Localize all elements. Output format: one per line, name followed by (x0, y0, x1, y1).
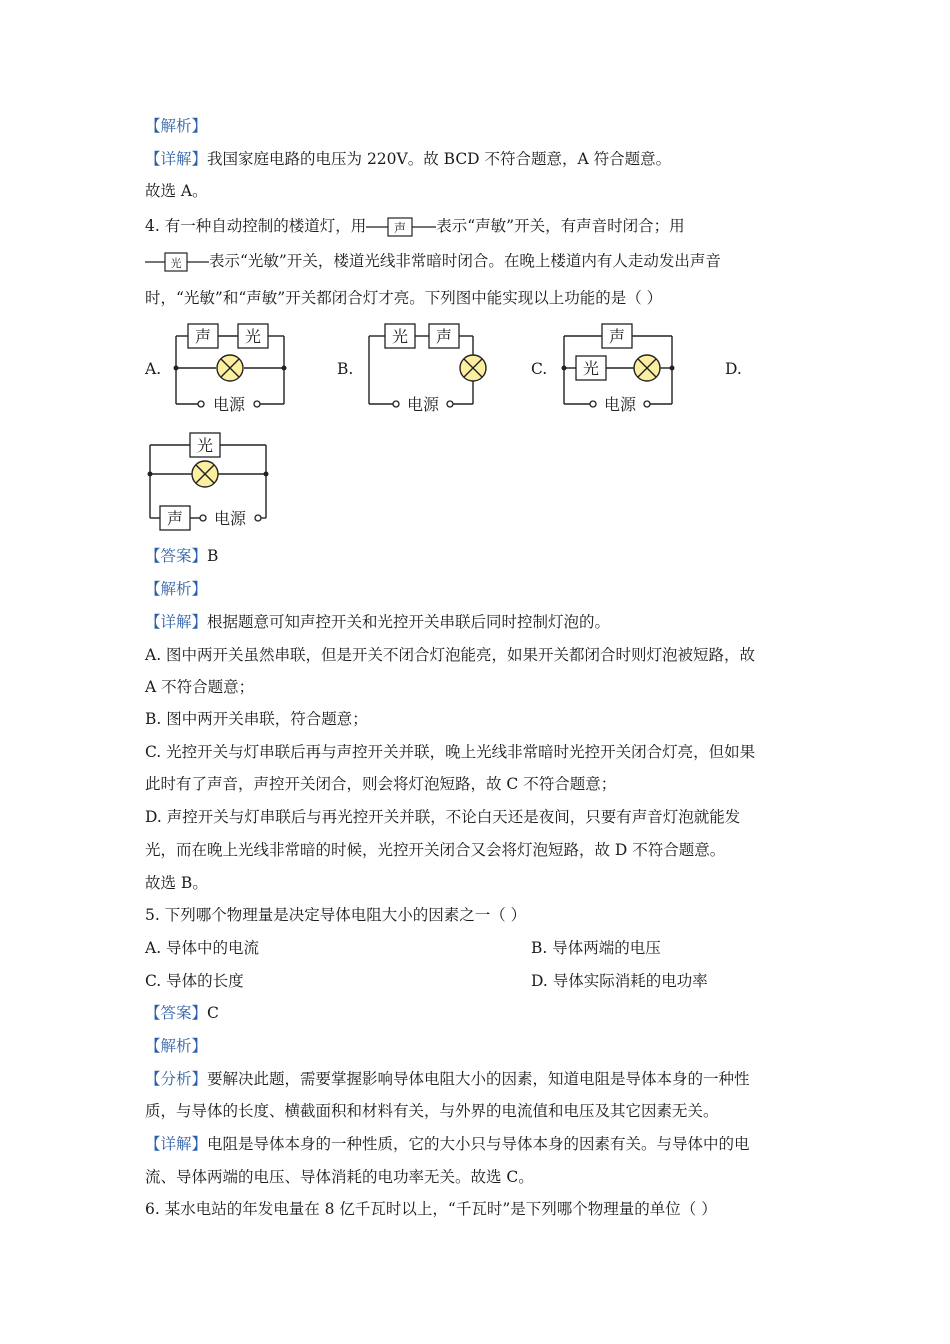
light-symbol-text: 光 (170, 257, 182, 270)
sound-switch-box (602, 324, 632, 348)
analysis-line2: 质，与导体的长度、横截面积和材料有关，与外界的电流值和电压及其它因素无关。 (145, 1102, 719, 1120)
q4-answer (145, 545, 218, 567)
sound-switch-box (160, 506, 190, 530)
q4-option-d-label: D. (725, 360, 742, 378)
q5-option-b: B. 导体两端的电压 (531, 939, 661, 957)
q4-stem-line1 (145, 215, 685, 238)
lamp-icon (634, 355, 660, 381)
q6-stem: 6. 某水电站的年发电量在 8 亿千瓦时以上，“千瓦时”是下列哪个物理量的单位（ ） (145, 1200, 717, 1218)
explain-d-line1: D. 声控开关与灯串联后与再光控开关并联，不论白天还是夜间，只要有声音灯泡就能发 (145, 808, 741, 826)
detail-line (145, 148, 671, 170)
analysis-line1 (145, 1068, 750, 1090)
svg-text:光: 光 (244, 327, 262, 346)
terminal-icon (447, 401, 453, 407)
answer-value: B (207, 547, 219, 565)
light-switch-box (385, 324, 415, 348)
junction-dot (264, 472, 269, 477)
conclusion: 故选 B。 (145, 874, 208, 892)
circuit-diagram-a (160, 318, 300, 418)
circuit-diagram-d (140, 428, 280, 538)
junction-dot (282, 366, 287, 371)
q4-stem-part1: 4. 有一种自动控制的楼道灯，用 (145, 217, 367, 235)
q4-stem-part3: 表示“光敏”开关，楼道光线非常暗时闭合。在晚上楼道内有人走动发出声音 (209, 252, 721, 270)
sound-switch-box (429, 324, 459, 348)
junction-dot (174, 366, 179, 371)
explain-a-line1: A. 图中两开关虽然串联，但是开关不闭合灯泡能亮，如果开关都闭合时则灯泡被短路，故 (145, 646, 756, 664)
power-source-label: 电源 (212, 395, 246, 414)
q5-option-a: A. 导体中的电流 (145, 939, 260, 957)
light-switch-box (576, 356, 606, 380)
analysis-label: 【解析】 (145, 117, 208, 135)
answer-tag: 【答案】 (145, 1004, 208, 1022)
svg-text:光: 光 (582, 359, 600, 378)
junction-dot (562, 366, 567, 371)
q4-option-c-label: C. (531, 360, 548, 378)
lamp-icon (192, 461, 218, 487)
svg-text:声: 声 (194, 327, 212, 346)
light-switch-symbol (145, 251, 209, 273)
svg-text:声: 声 (166, 509, 184, 528)
detail-text: 电阻是导体本身的一种性质，它的大小只与导体本身的因素有关。与导体中的电 (207, 1135, 750, 1153)
q5-option-c: C. 导体的长度 (145, 972, 244, 990)
power-source-label: 电源 (213, 509, 247, 528)
explain-b-line1: B. 图中两开关串联，符合题意； (145, 710, 368, 728)
svg-text:光: 光 (391, 327, 409, 346)
detail-line2: 流、导体两端的电压、导体消耗的电功率无关。故选 C。 (145, 1168, 534, 1186)
explain-d-line2: 光，而在晚上光线非常暗的时候，光控开关闭合又会将灯泡短路，故 D 不符合题意。 (145, 841, 726, 859)
q4-option-a-label: A. (145, 360, 162, 378)
q4-stem-line2 (145, 250, 721, 273)
lamp-icon (217, 355, 243, 381)
q4-option-b-label: B. (337, 360, 354, 378)
circuit-diagram-b (355, 318, 495, 418)
sound-symbol-text: 声 (394, 221, 407, 235)
analysis-text: 要解决此题，需要掌握影响导体电阻大小的因素，知道电阻是导体本身的一种性 (207, 1070, 750, 1088)
power-source-label: 电源 (603, 395, 637, 414)
q5-answer (145, 1002, 219, 1024)
q4-stem-line3: 时，“光敏”和“声敏”开关都闭合灯才亮。下列图中能实现以上功能的是（ ） (145, 289, 663, 307)
power-source-label: 电源 (406, 395, 440, 414)
light-switch-box (190, 433, 220, 457)
light-switch-box (238, 324, 268, 348)
junction-dot (148, 472, 153, 477)
q5-option-d: D. 导体实际消耗的电功率 (531, 972, 708, 990)
terminal-icon (393, 401, 399, 407)
explain-a-line2: A 不符合题意； (145, 678, 255, 696)
terminal-icon (198, 401, 204, 407)
explain-c-line1: C. 光控开关与灯串联后再与声控开关并联，晚上光线非常暗时光控开关闭合灯亮，但如果 (145, 743, 756, 761)
terminal-icon (200, 515, 206, 521)
svg-text:声: 声 (608, 327, 626, 346)
analysis-tag: 【分析】 (145, 1070, 208, 1088)
analysis-label: 【解析】 (145, 580, 208, 598)
sound-switch-symbol (366, 216, 436, 238)
explain-c-line2: 此时有了声音，声控开关闭合，则会将灯泡短路，故 C 不符合题意； (145, 775, 617, 793)
svg-text:光: 光 (196, 436, 214, 455)
detail-text: 我国家庭电路的电压为 220V。故 BCD 不符合题意，A 符合题意。 (207, 150, 672, 168)
svg-text:声: 声 (435, 327, 453, 346)
terminal-icon (255, 515, 261, 521)
detail-tag: 【详解】 (145, 1135, 208, 1153)
sound-switch-box (188, 324, 218, 348)
q4-stem-part2: 表示“声敏”开关，有声音时闭合；用 (436, 217, 685, 235)
detail-text: 根据题意可知声控开关和光控开关串联后同时控制灯泡的。 (207, 613, 611, 631)
detail-line (145, 1133, 750, 1155)
detail-line (145, 611, 610, 633)
answer-tag: 【答案】 (145, 547, 208, 565)
terminal-icon (590, 401, 596, 407)
analysis-label: 【解析】 (145, 1037, 208, 1055)
lamp-icon (460, 355, 486, 381)
detail-tag: 【详解】 (145, 150, 208, 168)
answer-value: C (207, 1004, 219, 1022)
circuit-diagram-c (550, 318, 690, 418)
detail-tag: 【详解】 (145, 613, 208, 631)
junction-dot (670, 366, 675, 371)
terminal-icon (644, 401, 650, 407)
q5-stem: 5. 下列哪个物理量是决定导体电阻大小的因素之一（ ） (145, 906, 527, 924)
terminal-icon (254, 401, 260, 407)
conclusion: 故选 A。 (145, 182, 208, 200)
